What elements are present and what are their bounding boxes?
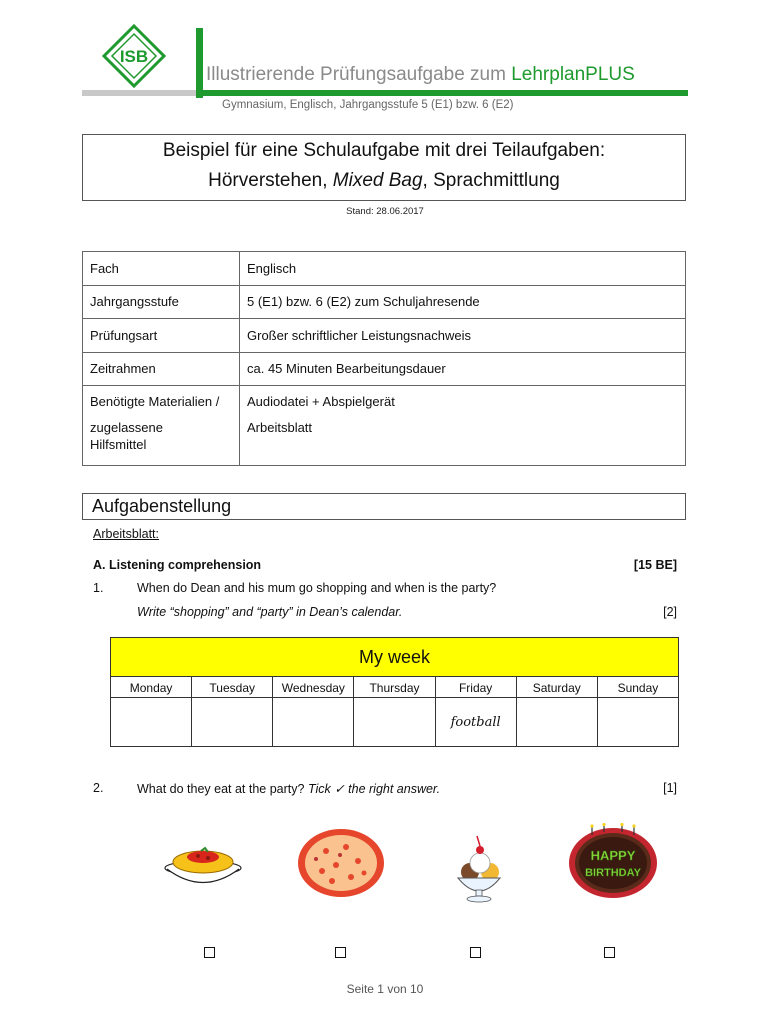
- checkbox-birthday-cake[interactable]: [604, 947, 615, 958]
- document-title-line2: Hörverstehen, Mixed Bag, Sprachmittlung: [208, 170, 560, 191]
- entry-friday-text: football: [450, 715, 501, 730]
- document-title-line1: Beispiel für eine Schulaufgabe mit drei Teilaufgaben:: [162, 140, 606, 161]
- section-a-title: A. Listening comprehension: [93, 558, 262, 572]
- section-a-points: [15 BE]: [633, 558, 677, 572]
- day-wednesday: Wednesday: [273, 677, 354, 698]
- info-table: [82, 251, 686, 466]
- calendar-entries-row: [111, 698, 678, 746]
- entry-friday[interactable]: [436, 698, 517, 746]
- entry-monday[interactable]: [111, 698, 192, 746]
- cake-text-line2: BIRTHDAY: [585, 867, 641, 879]
- cake-text-line1: HAPPY: [590, 848, 636, 863]
- logo-text: ISB: [119, 47, 149, 66]
- question-2-text: What do they eat at the party? Tick ✓ the right answer.: [137, 782, 441, 796]
- table-row-materials: Benötigte Materialien / zugelassene Hilfsmittel Audiodatei + Abspielgerät Arbeitsblatt: [83, 386, 686, 466]
- header-grey-rule: [82, 90, 196, 96]
- table-row: Jahrgangsstufe 5 (E1) bzw. 6 (E2) zum Schuljahresende: [83, 285, 686, 319]
- header-title-accent: LehrplanPLUS: [511, 64, 635, 85]
- question-2-points: [1]: [663, 781, 677, 795]
- header-green-bar-horizontal: [196, 90, 688, 96]
- spaghetti-image: [162, 838, 244, 895]
- stand-date: Stand: 28.06.2017: [346, 206, 424, 217]
- day-friday: Friday: [436, 677, 517, 698]
- entry-thursday[interactable]: [354, 698, 435, 746]
- question-1-instruction: Write “shopping” and “party” in Dean’s calendar.: [137, 605, 403, 619]
- header-title: Illustrierende Prüfungsaufgabe zum LehrplanPLUS: [206, 64, 635, 85]
- entry-saturday[interactable]: [517, 698, 598, 746]
- ice-cream-sundae-image: [448, 832, 510, 909]
- table-row: Zeitrahmen ca. 45 Minuten Bearbeitungsdauer: [83, 352, 686, 386]
- table-row: Fach Englisch: [83, 252, 686, 286]
- entry-sunday[interactable]: [598, 698, 678, 746]
- question-1-number: 1.: [93, 581, 104, 595]
- section-heading: Aufgabenstellung: [82, 493, 686, 520]
- day-saturday: Saturday: [517, 677, 598, 698]
- checkbox-spaghetti[interactable]: [204, 947, 215, 958]
- calendar-title: My week: [111, 638, 678, 677]
- checkbox-ice-cream[interactable]: [470, 947, 481, 958]
- birthday-cake-image: [566, 823, 660, 906]
- document-title-box: [82, 134, 686, 201]
- question-1-text: When do Dean and his mum go shopping and when is the party?: [137, 581, 497, 595]
- header-subtitle: Gymnasium, Englisch, Jahrgangsstufe 5 (E1) bzw. 6 (E2): [222, 99, 514, 111]
- day-thursday: Thursday: [354, 677, 435, 698]
- table-row: Prüfungsart Großer schriftlicher Leistungsnachweis: [83, 319, 686, 353]
- question-1-points: [2]: [663, 605, 677, 619]
- entry-wednesday[interactable]: [273, 698, 354, 746]
- checkbox-pizza[interactable]: [335, 947, 346, 958]
- question-2-number: 2.: [93, 781, 104, 795]
- day-monday: Monday: [111, 677, 192, 698]
- worksheet-label: Arbeitsblatt:: [93, 527, 160, 541]
- day-sunday: Sunday: [598, 677, 678, 698]
- isb-logo: [82, 20, 190, 92]
- header-green-bar-vertical: [196, 28, 203, 98]
- calendar-days-row: [111, 677, 678, 698]
- day-tuesday: Tuesday: [192, 677, 273, 698]
- entry-tuesday[interactable]: [192, 698, 273, 746]
- pizza-image: [296, 827, 386, 904]
- week-calendar: [110, 637, 679, 747]
- page-footer: Seite 1 von 10: [346, 982, 424, 996]
